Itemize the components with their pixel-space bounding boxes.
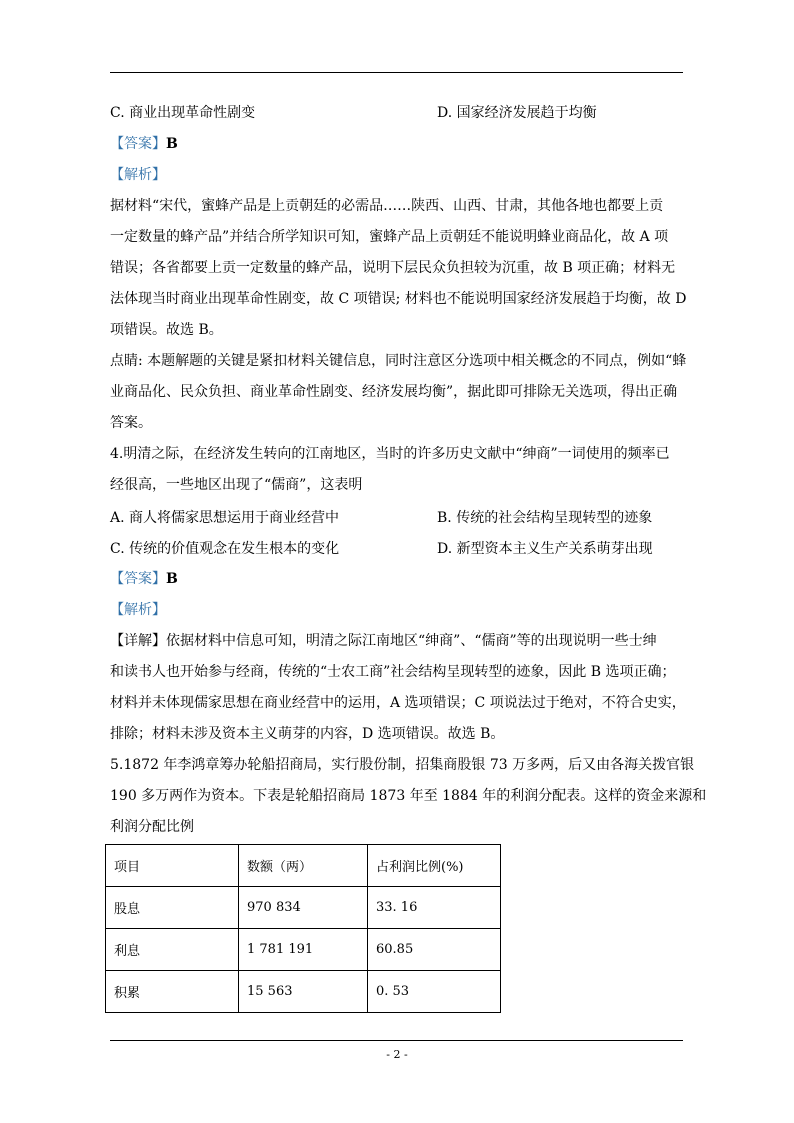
q3-analysis-line: 项错误。故选 B。: [110, 322, 223, 338]
q3-note-line: 点睛: 本题解题的关键是紧扣材料关键信息，同时注意区分选项中相关概念的不同点，例如“蜂: [110, 353, 687, 369]
q3-note-line: 答案。: [110, 415, 152, 431]
table-cell: 33. 16: [368, 887, 501, 929]
page-number: - 2 -: [386, 1048, 408, 1061]
table-cell: 0. 53: [368, 971, 501, 1013]
table-row: [106, 971, 501, 1013]
table-cell: 利息: [106, 929, 239, 971]
table-row: [106, 887, 501, 929]
table-cell: 股息: [106, 887, 239, 929]
table-cell: 15 563: [239, 971, 368, 1013]
q4-stem-line: 4.明清之际，在经济发生转向的江南地区，当时的许多历史文献中“绅商”一词使用的频率已: [110, 446, 670, 462]
q4-analysis-label: 【解析】: [110, 602, 166, 618]
table-cell: 970 834: [239, 887, 368, 929]
q3-analysis-line: 错误；各省都要上贡一定数量的蜂产品，说明下层民众负担较为沉重，故 B 项正确；材料无: [110, 260, 676, 276]
q4-detail-line: 材料并未体现儒家思想在商业经营中的运用，A 选项错误；C 项说法过于绝对，不符合史实，: [110, 695, 686, 711]
answer-label: 【答案】: [110, 136, 166, 152]
q4-option-b: B. 传统的社会结构呈现转型的迹象: [437, 510, 653, 526]
q4-detail-line: 排除；材料未涉及资本主义萌芽的内容，D 选项错误。故选 B。: [110, 726, 505, 742]
table-cell: 60.85: [368, 929, 501, 971]
q5-stem-line: 190 多万两作为资本。下表是轮船招商局 1873 年至 1884 年的利润分配表。这样的资金来源和: [110, 788, 707, 804]
q3-analysis-line: 法体现当时商业出现革命性剧变，故 C 项错误; 材料也不能说明国家经济发展趋于均衡，故 D: [110, 291, 687, 307]
q4-detail-line: 【详解】依据材料中信息可知，明清之际江南地区“绅商”、“儒商”等的出现说明一些士绅: [110, 633, 657, 649]
q3-analysis-line: 一定数量的蜂产品”并结合所学知识可知，蜜蜂产品上贡朝廷不能说明蜂业商品化，故 A 项: [110, 229, 669, 245]
profit-distribution-table: [105, 844, 501, 1013]
table-header-row: [106, 845, 501, 887]
q3-note-line: 业商品化、民众负担、商业革命性剧变、经济发展均衡”，据此即可排除无关选项，得出正确: [110, 384, 678, 400]
q5-stem-line: 利润分配比例: [110, 819, 194, 835]
q3-option-d: D. 国家经济发展趋于均衡: [437, 105, 597, 121]
q3-analysis-line: 据材料“宋代，蜜蜂产品是上贡朝廷的必需品……陕西、山西、甘肃，其他各地也都要上贡: [110, 198, 664, 214]
table-header-cell: 占利润比例(%): [368, 845, 501, 887]
q4-answer: [110, 569, 178, 589]
footer-rule: [110, 1040, 683, 1041]
q3-answer: [110, 134, 178, 154]
table-header-cell: 数额（两）: [239, 845, 368, 887]
table-header-cell: 项目: [106, 845, 239, 887]
answer-value: B: [166, 571, 178, 587]
table-cell: 1 781 191: [239, 929, 368, 971]
q4-detail-line: 和读书人也开始参与经商，传统的“士农工商”社会结构呈现转型的迹象，因此 B 选项正确；: [110, 664, 676, 680]
q4-option-d: D. 新型资本主义生产关系萌芽出现: [437, 541, 653, 557]
answer-label: 【答案】: [110, 571, 166, 587]
table-row: [106, 929, 501, 971]
header-rule: [110, 72, 683, 73]
q5-stem-line: 5.1872 年李鸿章筹办轮船招商局，实行股份制，招集商股银 73 万多两，后又由各海关拨官银: [110, 757, 695, 773]
q4-option-a: A. 商人将儒家思想运用于商业经营中: [110, 510, 340, 526]
table-cell: 积累: [106, 971, 239, 1013]
answer-value: B: [166, 136, 178, 152]
q4-stem-line: 经很高，一些地区出现了“儒商”，这表明: [110, 477, 363, 493]
q3-analysis-label: 【解析】: [110, 167, 166, 183]
q3-option-c: C. 商业出现革命性剧变: [110, 105, 256, 121]
q4-option-c: C. 传统的价值观念在发生根本的变化: [110, 541, 340, 557]
